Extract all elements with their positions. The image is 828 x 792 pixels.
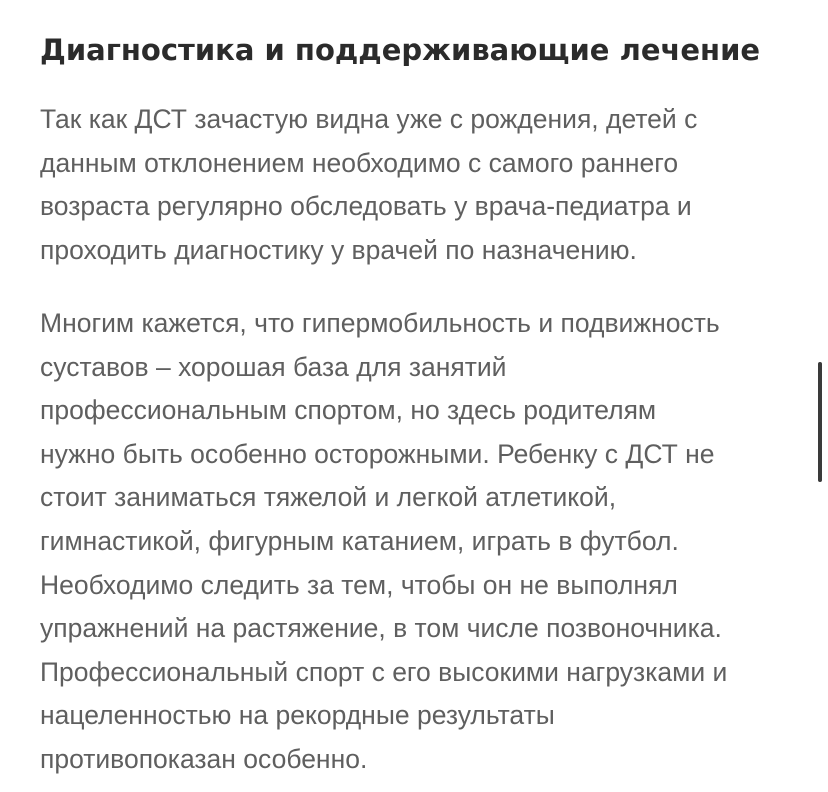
paragraph-line: стоит заниматься тяжелой и легкой атлетикой, bbox=[40, 482, 617, 513]
paragraph-line: профессиональным спортом, но здесь родителям bbox=[40, 395, 657, 426]
paragraph-line: проходить диагностику у врачей по назначению. bbox=[40, 234, 637, 265]
paragraph-line: упражнений на растяжение, в том числе позвоночника. bbox=[40, 613, 722, 644]
paragraph-line: суставов – хорошая база для занятий bbox=[40, 351, 507, 382]
paragraph-line: Необходимо следить за тем, чтобы он не выполнял bbox=[40, 569, 678, 600]
paragraph-line: возраста регулярно обследовать у врача-педиатра и bbox=[40, 191, 692, 222]
paragraph-line: гимнастикой, фигурным катанием, играть в футбол. bbox=[40, 525, 679, 556]
paragraph-line: Многим кажется, что гипермобильность и подвижность bbox=[40, 308, 720, 338]
paragraph-line: нацеленностью на рекордные результаты bbox=[40, 700, 555, 731]
paragraph-2 bbox=[40, 302, 727, 782]
paragraph-line: противопоказан особенно. bbox=[40, 743, 368, 774]
paragraph-1 bbox=[40, 98, 697, 272]
paragraph-line: Так как ДСТ зачастую видна уже с рождения, детей с bbox=[40, 104, 698, 134]
paragraph-line: данным отклонением необходимо с самого раннего bbox=[40, 147, 679, 178]
section-heading: Диагностика и поддерживающие лечение bbox=[40, 33, 761, 67]
scrollbar-thumb[interactable] bbox=[818, 362, 822, 482]
paragraph-line: Профессиональный спорт с его высокими нагрузками и bbox=[40, 656, 728, 687]
paragraph-line: нужно быть особенно осторожными. Ребенку с ДСТ не bbox=[40, 438, 715, 469]
